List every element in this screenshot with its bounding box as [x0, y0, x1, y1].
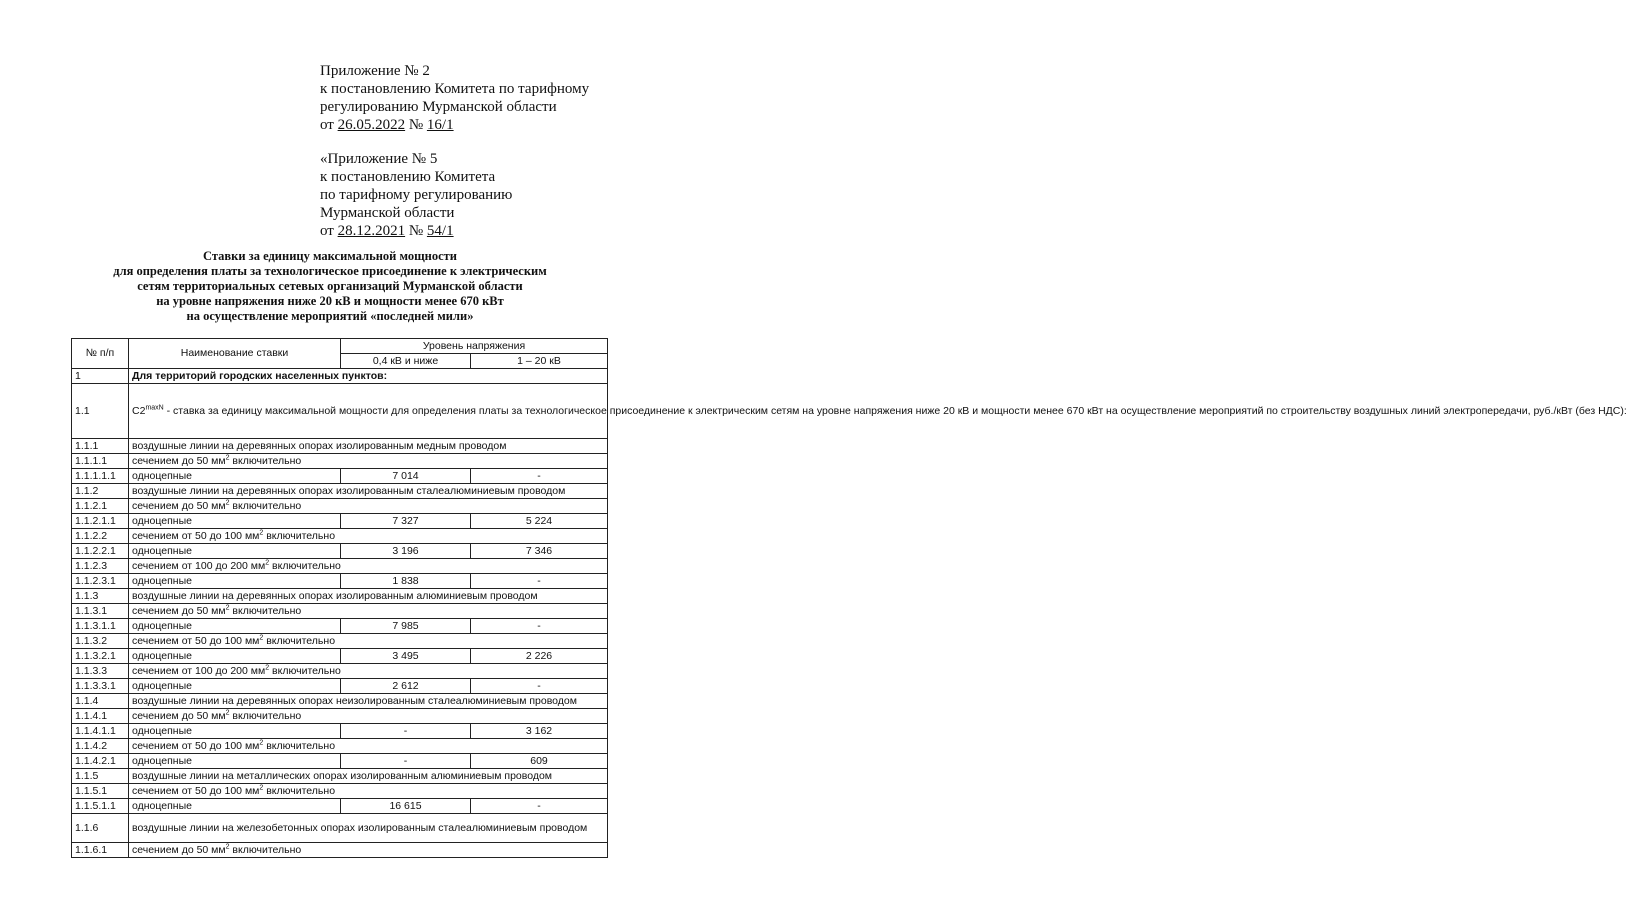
value-high-voltage: -	[471, 469, 608, 484]
table-row	[72, 769, 608, 784]
number-sign: №	[405, 223, 427, 239]
row-num: 1.1.3.3.1	[72, 679, 129, 694]
row-name: одноцепные	[129, 754, 341, 769]
section-suffix: включительно	[229, 843, 302, 856]
title-line3: сетям территориальных сетевых организаций Мурманской области	[137, 279, 523, 293]
appendix-current-date: 26.05.2022	[337, 117, 406, 133]
appendix-original-date-line	[320, 222, 512, 240]
row-num: 1.1.2.1	[72, 499, 129, 514]
appendix-original-line4: Мурманской области	[320, 205, 455, 221]
section-name	[129, 529, 608, 544]
header-voltage-low: 0,4 кВ и ниже	[341, 354, 471, 369]
rate-symbol: C2	[132, 404, 146, 417]
value-low-voltage: 2 612	[341, 679, 471, 694]
table-row	[72, 679, 608, 694]
row-num: 1.1.2.3.1	[72, 574, 129, 589]
value-low-voltage: 16 615	[341, 799, 471, 814]
rate-symbol-sup: maxN	[145, 404, 164, 411]
row-num: 1.1.4.1.1	[72, 724, 129, 739]
title-line2: для определения платы за технологическое присоединение к электрическим	[113, 264, 547, 278]
table-row	[72, 694, 608, 709]
row-num: 1.1.5.1	[72, 784, 129, 799]
row-num: 1.1.6	[72, 814, 129, 843]
appendix-current-header	[320, 62, 589, 134]
value-low-voltage: 7 327	[341, 514, 471, 529]
table-row	[72, 589, 608, 604]
appendix-original-date: 28.12.2021	[337, 223, 406, 239]
row-num: 1.1.3	[72, 589, 129, 604]
row-num: 1.1.4.1	[72, 709, 129, 724]
appendix-current-line3: регулированию Мурманской области	[320, 99, 557, 115]
table-row	[72, 469, 608, 484]
value-low-voltage: 1 838	[341, 574, 471, 589]
section-suffix: включительно	[229, 709, 302, 722]
table-row	[72, 739, 608, 754]
value-high-voltage: -	[471, 574, 608, 589]
row-num: 1.1.4.2.1	[72, 754, 129, 769]
section-suffix: включительно	[269, 664, 341, 677]
row-num: 1.1.2	[72, 484, 129, 499]
table-row	[72, 649, 608, 664]
title-line5: на осуществление мероприятий «последней мили»	[186, 309, 474, 323]
table-header-row	[72, 339, 608, 354]
row-num: 1.1.2.3	[72, 559, 129, 574]
section-text: сечением от 50 до 100 мм	[132, 529, 260, 542]
value-low-voltage: 3 196	[341, 544, 471, 559]
section-text: сечением до 50 мм	[132, 454, 226, 467]
table-row	[72, 544, 608, 559]
row-num: 1.1.3.1.1	[72, 619, 129, 634]
row-num: 1.1.2.2	[72, 529, 129, 544]
section-suffix: включительно	[269, 559, 341, 572]
section-name	[129, 559, 608, 574]
table-row	[72, 514, 608, 529]
table-row	[72, 439, 608, 454]
section-text: сечением от 50 до 100 мм	[132, 634, 260, 647]
section-text: сечением от 50 до 100 мм	[132, 739, 260, 752]
appendix-original-line1: «Приложение № 5	[320, 151, 438, 167]
table-row	[72, 799, 608, 814]
section-suffix: включительно	[229, 604, 302, 617]
header-num: № п/п	[72, 339, 129, 369]
row-num: 1.1.3.2	[72, 634, 129, 649]
table-row	[72, 529, 608, 544]
row-name: одноцепные	[129, 679, 341, 694]
unit-superscript: 2	[265, 559, 270, 566]
row-num: 1.1.3.1	[72, 604, 129, 619]
section-name	[129, 843, 608, 858]
number-sign: №	[405, 117, 427, 133]
section-name	[129, 709, 608, 724]
table-row	[72, 484, 608, 499]
header-name: Наименование ставки	[129, 339, 341, 369]
header-voltage: Уровень напряжения	[341, 339, 608, 354]
value-high-voltage: 609	[471, 754, 608, 769]
rates-table	[71, 338, 1627, 858]
row-num: 1.1.5	[72, 769, 129, 784]
section-text: сечением до 50 мм	[132, 499, 226, 512]
row-num: 1.1.2.2.1	[72, 544, 129, 559]
row-name: Для территорий городских населенных пунктов:	[129, 369, 608, 384]
title-line1: Ставки за единицу максимальной мощности	[203, 249, 457, 263]
appendix-current-line2: к постановлению Комитета по тарифному	[320, 81, 590, 97]
section-suffix: включительно	[263, 784, 336, 797]
table-row	[72, 634, 608, 649]
table-row	[72, 843, 608, 858]
title-line4: на уровне напряжения ниже 20 кВ и мощности менее 670 кВт	[156, 294, 504, 308]
table-row	[72, 369, 608, 384]
appendix-current-number: 16/1	[426, 117, 454, 133]
section-name	[129, 634, 608, 649]
row-name: одноцепные	[129, 574, 341, 589]
section-name	[129, 784, 608, 799]
value-low-voltage: 7 985	[341, 619, 471, 634]
row-num: 1	[72, 369, 129, 384]
unit-superscript: 2	[259, 739, 264, 746]
section-suffix: включительно	[263, 634, 336, 647]
table-row	[72, 574, 608, 589]
section-suffix: включительно	[263, 529, 336, 542]
row-name: одноцепные	[129, 799, 341, 814]
section-text: сечением до 50 мм	[132, 843, 226, 856]
unit-superscript: 2	[265, 664, 270, 671]
section-suffix: включительно	[263, 739, 336, 752]
section-suffix: включительно	[229, 499, 302, 512]
date-prefix: от	[320, 223, 338, 239]
table-row	[72, 604, 608, 619]
section-text: сечением до 50 мм	[132, 604, 226, 617]
group-name: воздушные линии на деревянных опорах изолированным алюминиевым проводом	[129, 589, 608, 604]
row-name: одноцепные	[129, 649, 341, 664]
section-text: сечением до 50 мм	[132, 709, 226, 722]
group-name: воздушные линии на деревянных опорах изолированным медным проводом	[129, 439, 608, 454]
table-row	[72, 454, 608, 469]
table-row	[72, 724, 608, 739]
row-num: 1.1	[72, 384, 129, 439]
section-name	[129, 499, 608, 514]
group-name: воздушные линии на железобетонных опорах изолированным сталеалюминиевым проводом	[129, 814, 608, 843]
value-low-voltage: 3 495	[341, 649, 471, 664]
row-num: 1.1.3.3	[72, 664, 129, 679]
appendix-original-number: 54/1	[426, 223, 454, 239]
value-low-voltage: -	[341, 724, 471, 739]
table-row	[72, 784, 608, 799]
row-num: 1.1.6.1	[72, 843, 129, 858]
table-row	[72, 709, 608, 724]
unit-superscript: 2	[225, 604, 230, 611]
value-low-voltage: 7 014	[341, 469, 471, 484]
unit-superscript: 2	[225, 709, 230, 716]
appendix-current-line1: Приложение № 2	[320, 63, 430, 79]
value-high-voltage: 5 224	[471, 514, 608, 529]
row-name: одноцепные	[129, 514, 341, 529]
section-text: сечением от 100 до 200 мм	[132, 664, 266, 677]
unit-superscript: 2	[259, 784, 264, 791]
section-text: сечением от 100 до 200 мм	[132, 559, 266, 572]
table-row	[72, 499, 608, 514]
date-prefix: от	[320, 117, 338, 133]
value-high-voltage: 2 226	[471, 649, 608, 664]
row-num: 1.1.4	[72, 694, 129, 709]
value-high-voltage: -	[471, 679, 608, 694]
table-row	[72, 754, 608, 769]
appendix-original-line2: к постановлению Комитета	[320, 169, 496, 185]
row-num: 1.1.5.1.1	[72, 799, 129, 814]
table-row	[72, 384, 608, 439]
group-name: воздушные линии на деревянных опорах неизолированным сталеалюминиевым проводом	[129, 694, 608, 709]
row-num: 1.1.1.1.1	[72, 469, 129, 484]
appendix-original-line3: по тарифному регулированию	[320, 187, 513, 203]
section-name	[129, 664, 608, 679]
appendix-original-header	[320, 150, 512, 240]
document-title	[60, 249, 600, 324]
unit-superscript: 2	[225, 499, 230, 506]
row-name: одноцепные	[129, 544, 341, 559]
row-num: 1.1.1.1	[72, 454, 129, 469]
value-high-voltage: 3 162	[471, 724, 608, 739]
value-high-voltage: -	[471, 799, 608, 814]
table-row	[72, 664, 608, 679]
section-text: сечением от 50 до 100 мм	[132, 784, 260, 797]
row-num: 1.1.4.2	[72, 739, 129, 754]
value-high-voltage: 7 346	[471, 544, 608, 559]
row-num: 1.1.3.2.1	[72, 649, 129, 664]
value-low-voltage: -	[341, 754, 471, 769]
appendix-current-date-line	[320, 116, 589, 134]
group-name: воздушные линии на деревянных опорах изолированным сталеалюминиевым проводом	[129, 484, 608, 499]
section-name	[129, 604, 608, 619]
table-row	[72, 559, 608, 574]
rate-description	[129, 384, 1627, 439]
unit-superscript: 2	[225, 843, 230, 850]
group-name: воздушные линии на металлических опорах изолированным алюминиевым проводом	[129, 769, 608, 784]
unit-superscript: 2	[259, 634, 264, 641]
unit-superscript: 2	[259, 529, 264, 536]
row-name: одноцепные	[129, 724, 341, 739]
rate-description-text: - ставка за единицу максимальной мощности для определения платы за технологическое присоединение к электрическим сетям на уровне напряжения ниже 20 кВ и мощности менее 670 кВт на осуществление мероприятий по строительству воздушных линий электропередачи, руб./кВт (без НДС):	[163, 404, 1627, 417]
row-name: одноцепные	[129, 619, 341, 634]
header-voltage-high: 1 – 20 кВ	[471, 354, 608, 369]
row-name: одноцепные	[129, 469, 341, 484]
section-suffix: включительно	[229, 454, 302, 467]
table-row	[72, 814, 608, 843]
row-num: 1.1.1	[72, 439, 129, 454]
table-row	[72, 619, 608, 634]
value-high-voltage: -	[471, 619, 608, 634]
section-name	[129, 739, 608, 754]
row-num: 1.1.2.1.1	[72, 514, 129, 529]
section-name	[129, 454, 608, 469]
unit-superscript: 2	[225, 454, 230, 461]
